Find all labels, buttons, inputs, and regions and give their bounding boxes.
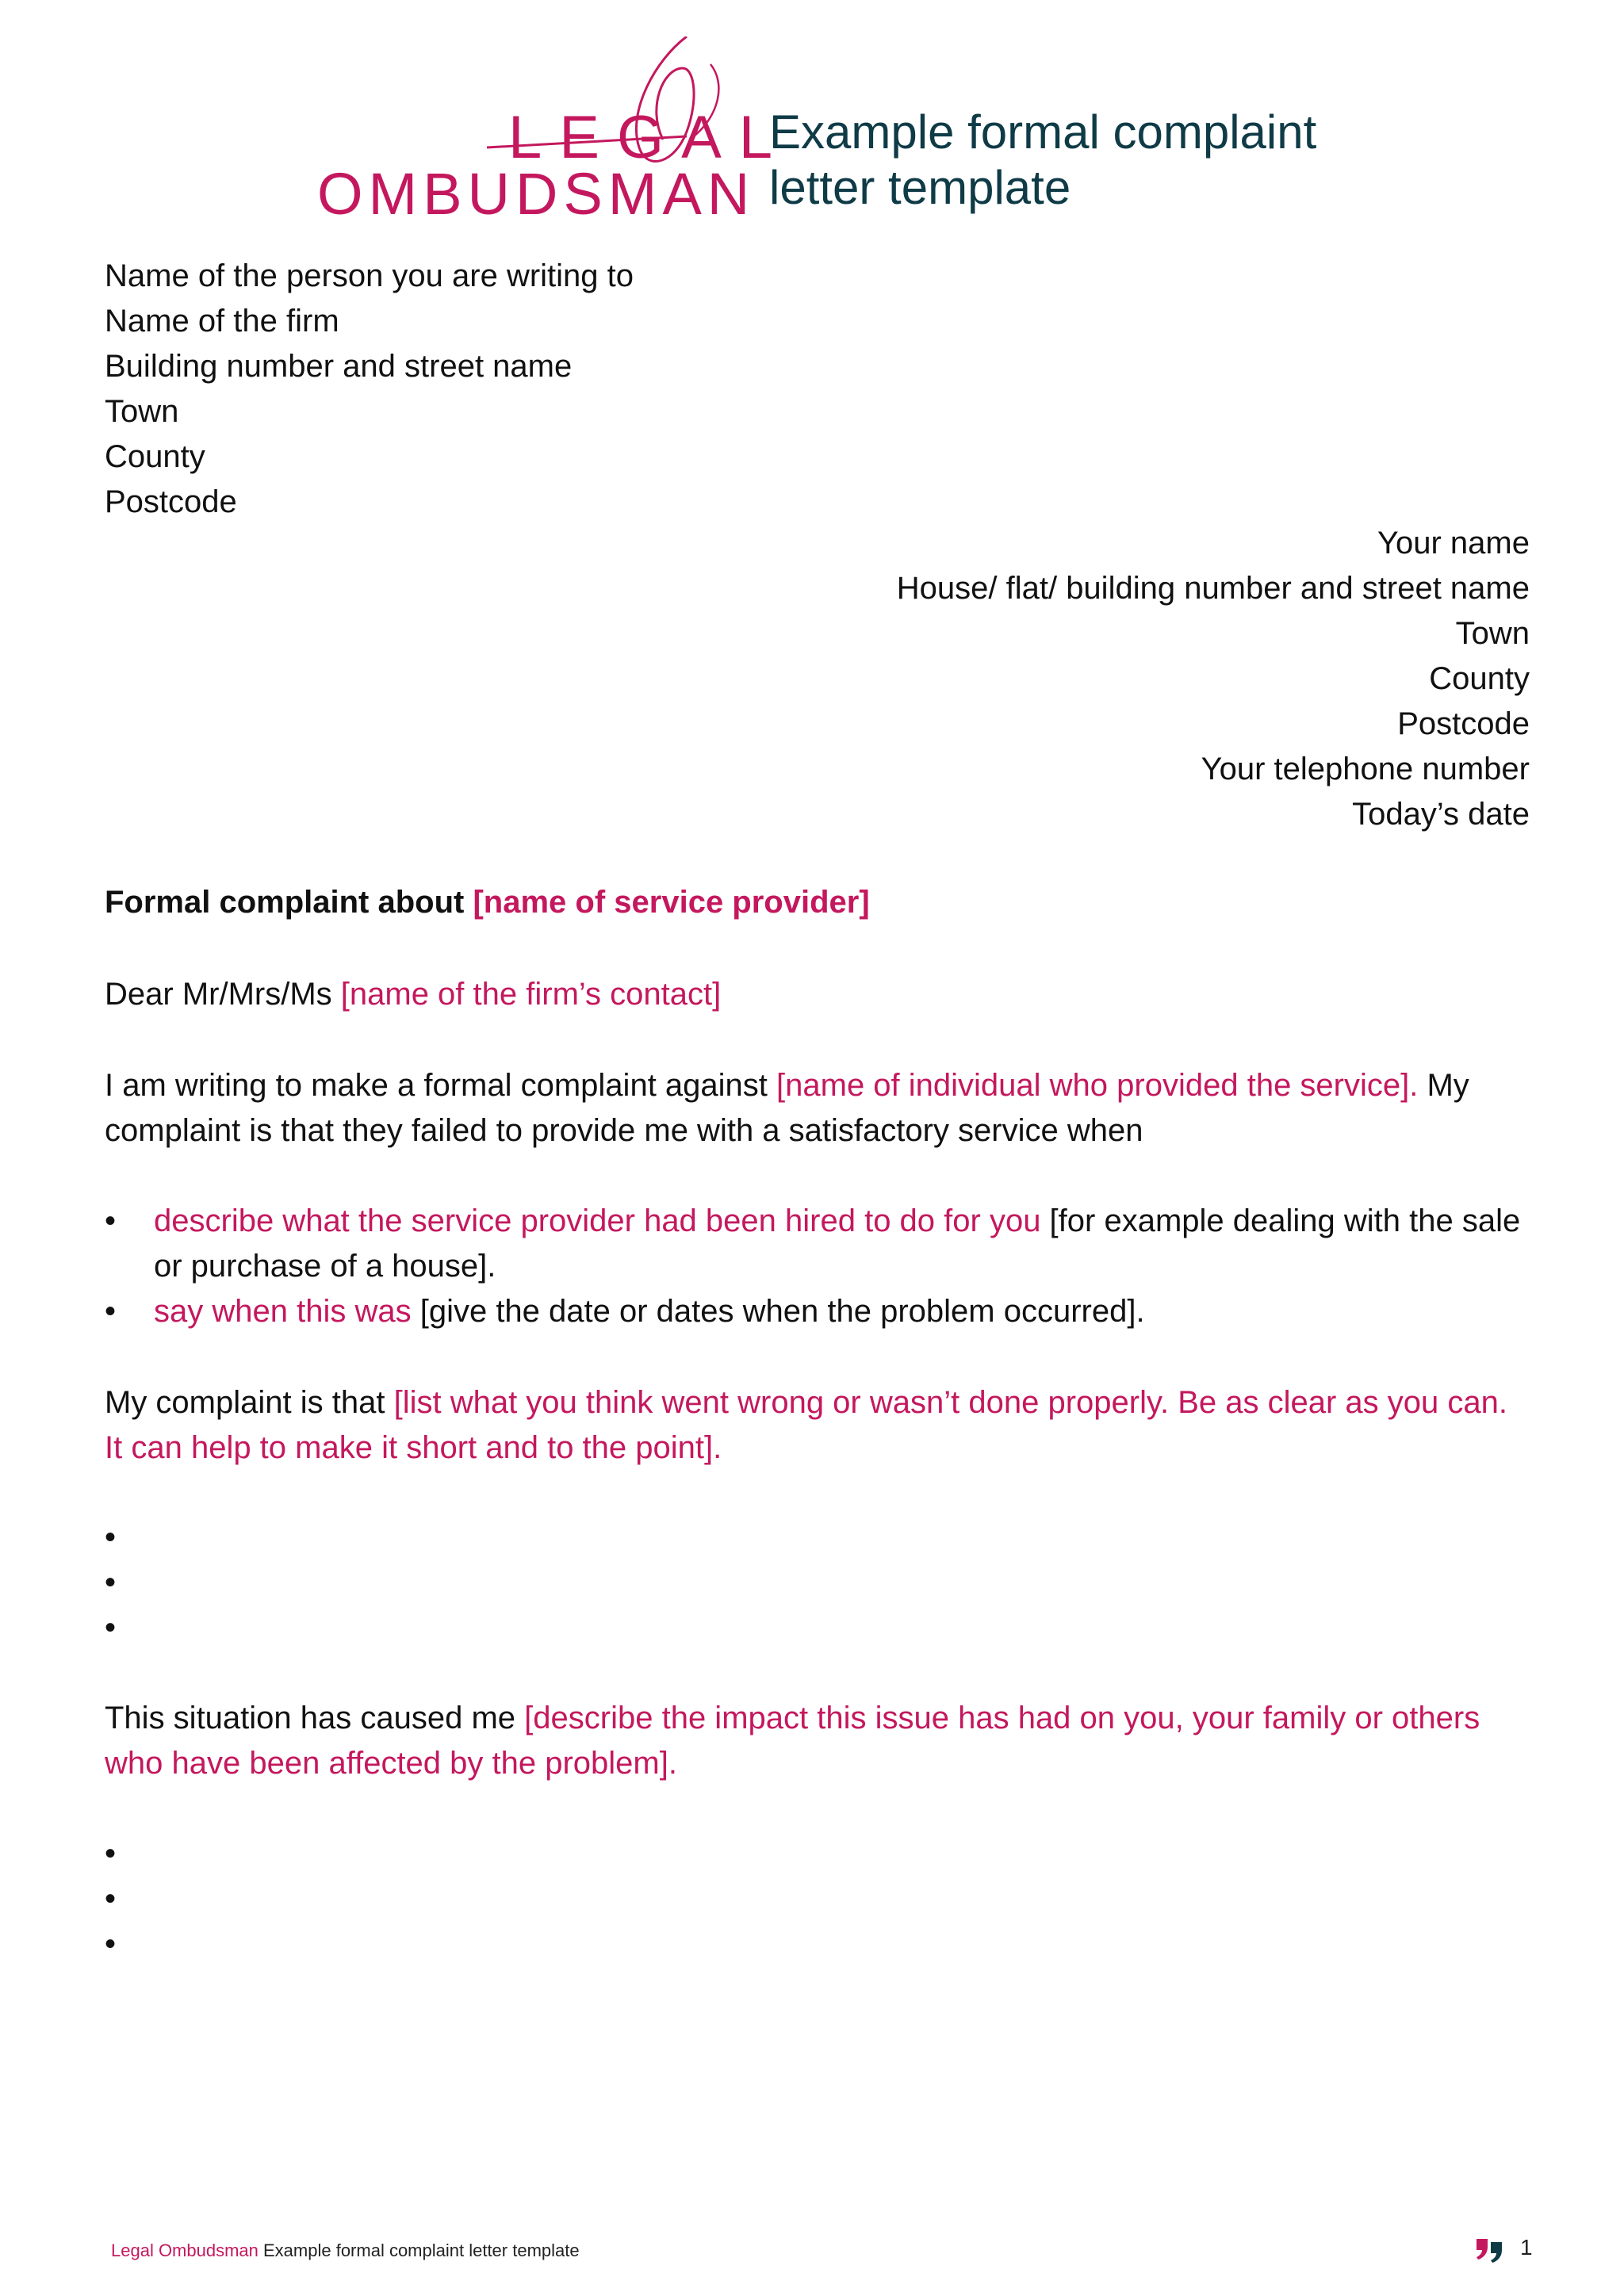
recipient-postcode-line: Postcode	[105, 484, 237, 519]
impact-lead: This situation has caused me	[105, 1701, 525, 1735]
sender-postcode-line: Postcode	[1397, 706, 1530, 741]
complaint-placeholder: [list what you think went wrong or wasn’t done properly. Be as clear as you can. It can help to make it short and to the point].	[105, 1385, 1507, 1465]
intro-lead: I am writing to make a formal complaint against	[105, 1068, 777, 1103]
recipient-name-line: Name of the person you are writing to	[105, 258, 634, 293]
intro-placeholder: [name of individual who provided the service].	[776, 1068, 1419, 1103]
recipient-firm-line: Name of the firm	[105, 304, 339, 339]
recipient-county-line: County	[105, 439, 205, 474]
recipient-address	[105, 254, 634, 525]
service-bullet-list	[105, 1199, 1532, 1334]
salutation-placeholder: [name of the firm’s contact]	[340, 977, 722, 1012]
list-item: •	[105, 1836, 117, 1871]
list-item	[105, 1199, 1532, 1289]
list-item: •	[105, 1610, 117, 1645]
bullet-placeholder: describe what the service provider had been hired to do for you	[154, 1203, 1041, 1238]
bullet-placeholder: say when this was	[154, 1294, 412, 1329]
recipient-town-line: Town	[105, 394, 179, 429]
sender-street-line: House/ flat/ building number and street name	[896, 571, 1530, 606]
list-item: •	[105, 1520, 117, 1555]
complaint-paragraph	[105, 1380, 1532, 1471]
subject-placeholder: [name of service provider]	[473, 885, 870, 920]
list-item	[105, 1289, 1532, 1334]
sender-address	[897, 521, 1530, 837]
impact-placeholder: [describe the impact this issue has had on you, your family or others who have been affected by the problem].	[105, 1701, 1480, 1781]
bullet-tail: [for example dealing with the sale or purchase of a house].	[154, 1203, 1521, 1284]
footer-brand: Legal Ombudsman	[111, 2241, 259, 2260]
bullet-dot: •	[105, 1203, 117, 1238]
sender-town-line: Town	[1455, 616, 1530, 651]
logo-word-ombudsman: OMBUDSMAN	[317, 161, 756, 227]
sender-county-line: County	[1429, 661, 1530, 696]
intro-tail: My complaint is that they failed to provide me with a satisfactory service when	[105, 1068, 1469, 1148]
recipient-street-line: Building number and street name	[105, 349, 573, 384]
legal-ombudsman-logo	[314, 36, 791, 227]
bullet-tail: [give the date or dates when the problem occurred].	[411, 1294, 1145, 1329]
logo-word-legal: LEGAL	[508, 104, 791, 171]
impact-paragraph	[105, 1696, 1532, 1786]
salutation-lead: Dear Mr/Mrs/Ms	[105, 977, 341, 1012]
list-item: •	[105, 1927, 117, 1961]
sender-date-line: Today’s date	[1352, 797, 1530, 832]
subject-lead: Formal complaint about	[105, 885, 473, 920]
quote-mark-icon	[1475, 2236, 1505, 2263]
page-number: 1	[1520, 2235, 1533, 2260]
sender-phone-line: Your telephone number	[1201, 752, 1530, 786]
sender-name-line: Your name	[1377, 526, 1530, 561]
intro-paragraph	[105, 1063, 1532, 1154]
subject-line	[105, 880, 1532, 925]
empty-bullet-list-1	[105, 1515, 116, 1651]
bullet-dot: •	[105, 1294, 117, 1329]
page-footer	[111, 2241, 580, 2261]
footer-text: Example formal complaint letter template	[258, 2241, 580, 2260]
list-item: •	[105, 1881, 117, 1916]
complaint-lead: My complaint is that	[105, 1385, 394, 1420]
list-item: •	[105, 1565, 117, 1600]
empty-bullet-list-2	[105, 1831, 116, 1967]
salutation	[105, 972, 1532, 1017]
document-title: Example formal complaint letter template	[769, 105, 1317, 214]
